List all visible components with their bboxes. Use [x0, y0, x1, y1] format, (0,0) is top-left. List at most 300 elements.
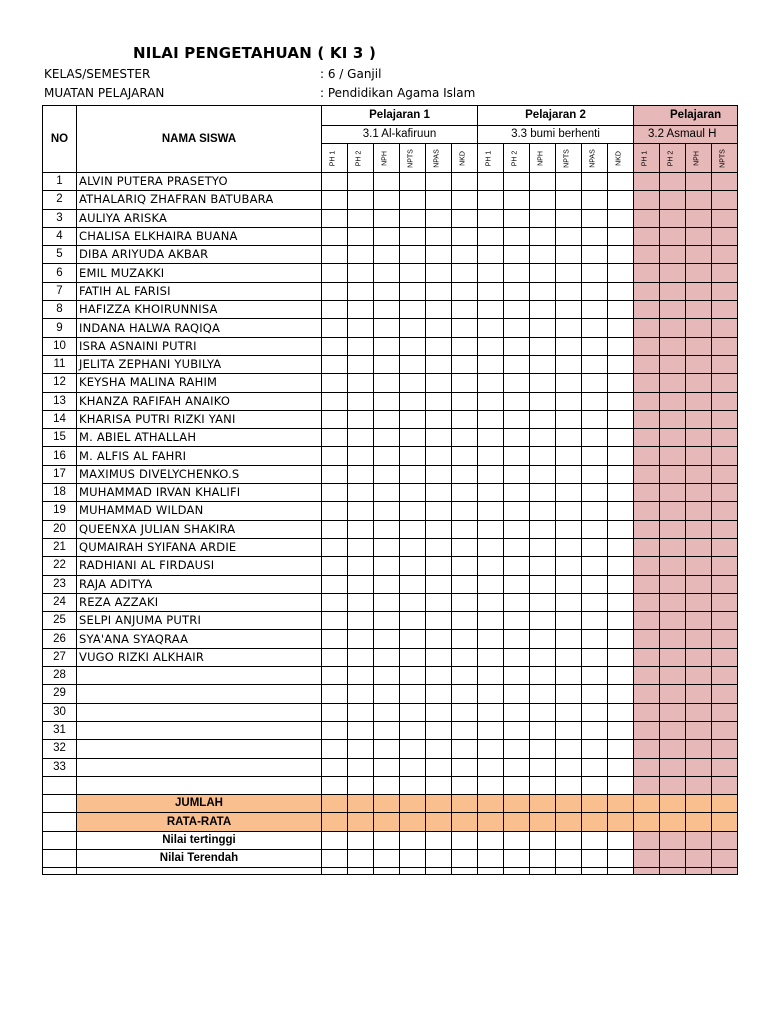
score-cell[interactable] [582, 557, 608, 575]
score-cell[interactable] [686, 575, 712, 593]
score-cell[interactable] [322, 813, 348, 831]
score-cell[interactable] [686, 209, 712, 227]
score-cell[interactable] [400, 410, 426, 428]
score-cell[interactable] [452, 429, 478, 447]
score-cell[interactable] [504, 593, 530, 611]
score-cell[interactable] [712, 173, 738, 191]
score-cell[interactable] [660, 612, 686, 630]
score-cell[interactable] [400, 392, 426, 410]
score-cell[interactable] [686, 264, 712, 282]
score-cell[interactable] [400, 776, 426, 794]
score-cell[interactable] [322, 868, 348, 875]
score-cell[interactable] [608, 173, 634, 191]
score-cell[interactable] [608, 410, 634, 428]
score-cell[interactable] [582, 740, 608, 758]
score-cell[interactable] [608, 337, 634, 355]
score-cell[interactable] [322, 282, 348, 300]
score-cell[interactable] [374, 520, 400, 538]
score-cell[interactable] [556, 813, 582, 831]
score-cell[interactable] [478, 538, 504, 556]
score-cell[interactable] [322, 465, 348, 483]
score-cell[interactable] [608, 612, 634, 630]
score-cell[interactable] [426, 630, 452, 648]
score-cell[interactable] [530, 374, 556, 392]
score-cell[interactable] [660, 429, 686, 447]
score-cell[interactable] [400, 282, 426, 300]
score-cell[interactable] [556, 465, 582, 483]
score-cell[interactable] [504, 795, 530, 813]
score-cell[interactable] [556, 538, 582, 556]
score-cell[interactable] [426, 557, 452, 575]
score-cell[interactable] [504, 703, 530, 721]
score-cell[interactable] [322, 593, 348, 611]
score-cell[interactable] [322, 667, 348, 685]
score-cell[interactable] [608, 776, 634, 794]
score-cell[interactable] [712, 538, 738, 556]
score-cell[interactable] [452, 575, 478, 593]
score-cell[interactable] [400, 264, 426, 282]
score-cell[interactable] [504, 868, 530, 875]
score-cell[interactable] [322, 484, 348, 502]
score-cell[interactable] [530, 465, 556, 483]
score-cell[interactable] [426, 575, 452, 593]
score-cell[interactable] [712, 282, 738, 300]
score-cell[interactable] [400, 447, 426, 465]
score-cell[interactable] [556, 557, 582, 575]
score-cell[interactable] [374, 502, 400, 520]
score-cell[interactable] [478, 173, 504, 191]
score-cell[interactable] [556, 648, 582, 666]
score-cell[interactable] [582, 337, 608, 355]
score-cell[interactable] [452, 795, 478, 813]
score-cell[interactable] [686, 191, 712, 209]
score-cell[interactable] [322, 246, 348, 264]
score-cell[interactable] [348, 667, 374, 685]
score-cell[interactable] [348, 685, 374, 703]
score-cell[interactable] [608, 447, 634, 465]
score-cell[interactable] [452, 191, 478, 209]
score-cell[interactable] [426, 173, 452, 191]
score-cell[interactable] [374, 246, 400, 264]
score-cell[interactable] [374, 630, 400, 648]
score-cell[interactable] [426, 612, 452, 630]
score-cell[interactable] [322, 849, 348, 867]
score-cell[interactable] [712, 831, 738, 849]
score-cell[interactable] [374, 465, 400, 483]
score-cell[interactable] [504, 227, 530, 245]
score-cell[interactable] [374, 648, 400, 666]
score-cell[interactable] [582, 575, 608, 593]
score-cell[interactable] [348, 264, 374, 282]
score-cell[interactable] [478, 831, 504, 849]
score-cell[interactable] [556, 758, 582, 776]
score-cell[interactable] [426, 227, 452, 245]
score-cell[interactable] [400, 173, 426, 191]
score-cell[interactable] [686, 392, 712, 410]
score-cell[interactable] [504, 502, 530, 520]
score-cell[interactable] [686, 447, 712, 465]
score-cell[interactable] [686, 831, 712, 849]
score-cell[interactable] [530, 776, 556, 794]
score-cell[interactable] [582, 173, 608, 191]
score-cell[interactable] [348, 484, 374, 502]
score-cell[interactable] [556, 282, 582, 300]
score-cell[interactable] [478, 410, 504, 428]
score-cell[interactable] [504, 319, 530, 337]
score-cell[interactable] [452, 502, 478, 520]
score-cell[interactable] [582, 520, 608, 538]
score-cell[interactable] [530, 868, 556, 875]
score-cell[interactable] [530, 502, 556, 520]
score-cell[interactable] [426, 374, 452, 392]
score-cell[interactable] [322, 173, 348, 191]
score-cell[interactable] [582, 374, 608, 392]
score-cell[interactable] [608, 465, 634, 483]
score-cell[interactable] [634, 502, 660, 520]
score-cell[interactable] [634, 685, 660, 703]
score-cell[interactable] [504, 575, 530, 593]
score-cell[interactable] [348, 374, 374, 392]
score-cell[interactable] [556, 593, 582, 611]
score-cell[interactable] [608, 758, 634, 776]
score-cell[interactable] [712, 520, 738, 538]
score-cell[interactable] [452, 849, 478, 867]
score-cell[interactable] [452, 721, 478, 739]
score-cell[interactable] [478, 484, 504, 502]
score-cell[interactable] [660, 813, 686, 831]
score-cell[interactable] [530, 282, 556, 300]
score-cell[interactable] [686, 355, 712, 373]
score-cell[interactable] [634, 538, 660, 556]
score-cell[interactable] [452, 447, 478, 465]
score-cell[interactable] [426, 264, 452, 282]
score-cell[interactable] [712, 868, 738, 875]
score-cell[interactable] [400, 227, 426, 245]
score-cell[interactable] [686, 301, 712, 319]
score-cell[interactable] [608, 484, 634, 502]
score-cell[interactable] [504, 246, 530, 264]
score-cell[interactable] [660, 868, 686, 875]
score-cell[interactable] [478, 557, 504, 575]
score-cell[interactable] [478, 520, 504, 538]
score-cell[interactable] [556, 868, 582, 875]
score-cell[interactable] [322, 685, 348, 703]
score-cell[interactable] [634, 173, 660, 191]
score-cell[interactable] [426, 191, 452, 209]
score-cell[interactable] [660, 758, 686, 776]
score-cell[interactable] [478, 630, 504, 648]
score-cell[interactable] [374, 410, 400, 428]
score-cell[interactable] [634, 282, 660, 300]
score-cell[interactable] [582, 429, 608, 447]
score-cell[interactable] [530, 173, 556, 191]
score-cell[interactable] [400, 795, 426, 813]
score-cell[interactable] [374, 593, 400, 611]
score-cell[interactable] [504, 484, 530, 502]
score-cell[interactable] [478, 721, 504, 739]
score-cell[interactable] [400, 740, 426, 758]
score-cell[interactable] [478, 813, 504, 831]
score-cell[interactable] [582, 484, 608, 502]
score-cell[interactable] [504, 355, 530, 373]
score-cell[interactable] [556, 209, 582, 227]
score-cell[interactable] [374, 282, 400, 300]
score-cell[interactable] [504, 538, 530, 556]
score-cell[interactable] [660, 392, 686, 410]
score-cell[interactable] [712, 447, 738, 465]
score-cell[interactable] [556, 319, 582, 337]
score-cell[interactable] [374, 227, 400, 245]
score-cell[interactable] [504, 173, 530, 191]
score-cell[interactable] [712, 612, 738, 630]
score-cell[interactable] [712, 392, 738, 410]
score-cell[interactable] [478, 447, 504, 465]
score-cell[interactable] [556, 374, 582, 392]
score-cell[interactable] [660, 191, 686, 209]
score-cell[interactable] [452, 301, 478, 319]
score-cell[interactable] [530, 538, 556, 556]
score-cell[interactable] [504, 301, 530, 319]
score-cell[interactable] [374, 319, 400, 337]
score-cell[interactable] [322, 374, 348, 392]
score-cell[interactable] [478, 776, 504, 794]
score-cell[interactable] [660, 703, 686, 721]
score-cell[interactable] [686, 520, 712, 538]
score-cell[interactable] [634, 630, 660, 648]
score-cell[interactable] [400, 374, 426, 392]
score-cell[interactable] [400, 319, 426, 337]
score-cell[interactable] [478, 392, 504, 410]
score-cell[interactable] [634, 301, 660, 319]
score-cell[interactable] [712, 246, 738, 264]
score-cell[interactable] [504, 465, 530, 483]
score-cell[interactable] [322, 831, 348, 849]
score-cell[interactable] [504, 648, 530, 666]
score-cell[interactable] [452, 758, 478, 776]
score-cell[interactable] [686, 630, 712, 648]
score-cell[interactable] [712, 593, 738, 611]
score-cell[interactable] [426, 849, 452, 867]
score-cell[interactable] [452, 703, 478, 721]
score-cell[interactable] [712, 410, 738, 428]
score-cell[interactable] [322, 209, 348, 227]
score-cell[interactable] [660, 282, 686, 300]
score-cell[interactable] [582, 465, 608, 483]
score-cell[interactable] [582, 392, 608, 410]
score-cell[interactable] [582, 703, 608, 721]
score-cell[interactable] [374, 355, 400, 373]
score-cell[interactable] [608, 374, 634, 392]
score-cell[interactable] [426, 831, 452, 849]
score-cell[interactable] [582, 685, 608, 703]
score-cell[interactable] [478, 685, 504, 703]
score-cell[interactable] [712, 667, 738, 685]
score-cell[interactable] [504, 282, 530, 300]
score-cell[interactable] [478, 849, 504, 867]
score-cell[interactable] [660, 593, 686, 611]
score-cell[interactable] [348, 776, 374, 794]
score-cell[interactable] [348, 849, 374, 867]
score-cell[interactable] [582, 758, 608, 776]
score-cell[interactable] [478, 355, 504, 373]
score-cell[interactable] [556, 795, 582, 813]
score-cell[interactable] [530, 813, 556, 831]
score-cell[interactable] [452, 612, 478, 630]
score-cell[interactable] [634, 758, 660, 776]
score-cell[interactable] [608, 502, 634, 520]
score-cell[interactable] [478, 667, 504, 685]
score-cell[interactable] [686, 795, 712, 813]
score-cell[interactable] [530, 667, 556, 685]
score-cell[interactable] [322, 227, 348, 245]
score-cell[interactable] [374, 484, 400, 502]
score-cell[interactable] [452, 484, 478, 502]
score-cell[interactable] [374, 538, 400, 556]
score-cell[interactable] [374, 557, 400, 575]
score-cell[interactable] [426, 758, 452, 776]
score-cell[interactable] [322, 612, 348, 630]
score-cell[interactable] [322, 301, 348, 319]
score-cell[interactable] [400, 209, 426, 227]
score-cell[interactable] [452, 740, 478, 758]
score-cell[interactable] [374, 575, 400, 593]
score-cell[interactable] [478, 301, 504, 319]
score-cell[interactable] [322, 557, 348, 575]
score-cell[interactable] [686, 703, 712, 721]
score-cell[interactable] [712, 227, 738, 245]
score-cell[interactable] [686, 593, 712, 611]
score-cell[interactable] [452, 392, 478, 410]
score-cell[interactable] [530, 520, 556, 538]
score-cell[interactable] [452, 538, 478, 556]
score-cell[interactable] [348, 502, 374, 520]
score-cell[interactable] [374, 795, 400, 813]
score-cell[interactable] [608, 831, 634, 849]
score-cell[interactable] [530, 429, 556, 447]
score-cell[interactable] [556, 502, 582, 520]
score-cell[interactable] [686, 429, 712, 447]
score-cell[interactable] [374, 667, 400, 685]
score-cell[interactable] [686, 667, 712, 685]
score-cell[interactable] [582, 831, 608, 849]
score-cell[interactable] [712, 685, 738, 703]
score-cell[interactable] [400, 813, 426, 831]
score-cell[interactable] [608, 849, 634, 867]
score-cell[interactable] [400, 648, 426, 666]
score-cell[interactable] [686, 685, 712, 703]
score-cell[interactable] [452, 374, 478, 392]
score-cell[interactable] [478, 703, 504, 721]
score-cell[interactable] [426, 465, 452, 483]
score-cell[interactable] [530, 191, 556, 209]
score-cell[interactable] [452, 282, 478, 300]
score-cell[interactable] [530, 740, 556, 758]
score-cell[interactable] [348, 795, 374, 813]
score-cell[interactable] [660, 465, 686, 483]
score-cell[interactable] [660, 776, 686, 794]
score-cell[interactable] [504, 758, 530, 776]
score-cell[interactable] [608, 246, 634, 264]
score-cell[interactable] [374, 209, 400, 227]
score-cell[interactable] [712, 429, 738, 447]
score-cell[interactable] [400, 246, 426, 264]
score-cell[interactable] [452, 593, 478, 611]
score-cell[interactable] [504, 849, 530, 867]
score-cell[interactable] [374, 703, 400, 721]
score-cell[interactable] [348, 410, 374, 428]
score-cell[interactable] [426, 447, 452, 465]
score-cell[interactable] [348, 630, 374, 648]
score-cell[interactable] [712, 484, 738, 502]
score-cell[interactable] [556, 246, 582, 264]
score-cell[interactable] [400, 465, 426, 483]
score-cell[interactable] [322, 410, 348, 428]
score-cell[interactable] [582, 191, 608, 209]
score-cell[interactable] [712, 502, 738, 520]
score-cell[interactable] [608, 593, 634, 611]
score-cell[interactable] [712, 776, 738, 794]
score-cell[interactable] [374, 392, 400, 410]
score-cell[interactable] [660, 319, 686, 337]
score-cell[interactable] [686, 337, 712, 355]
score-cell[interactable] [686, 374, 712, 392]
score-cell[interactable] [660, 209, 686, 227]
score-cell[interactable] [582, 502, 608, 520]
score-cell[interactable] [712, 630, 738, 648]
score-cell[interactable] [504, 429, 530, 447]
score-cell[interactable] [426, 246, 452, 264]
score-cell[interactable] [452, 319, 478, 337]
score-cell[interactable] [478, 740, 504, 758]
score-cell[interactable] [530, 685, 556, 703]
score-cell[interactable] [582, 630, 608, 648]
score-cell[interactable] [426, 813, 452, 831]
score-cell[interactable] [530, 575, 556, 593]
score-cell[interactable] [712, 648, 738, 666]
score-cell[interactable] [582, 355, 608, 373]
score-cell[interactable] [686, 740, 712, 758]
score-cell[interactable] [504, 667, 530, 685]
score-cell[interactable] [634, 575, 660, 593]
score-cell[interactable] [556, 227, 582, 245]
score-cell[interactable] [452, 410, 478, 428]
score-cell[interactable] [608, 355, 634, 373]
score-cell[interactable] [608, 667, 634, 685]
score-cell[interactable] [426, 301, 452, 319]
score-cell[interactable] [400, 355, 426, 373]
score-cell[interactable] [608, 301, 634, 319]
score-cell[interactable] [530, 758, 556, 776]
score-cell[interactable] [582, 813, 608, 831]
score-cell[interactable] [426, 410, 452, 428]
score-cell[interactable] [478, 575, 504, 593]
score-cell[interactable] [530, 721, 556, 739]
score-cell[interactable] [504, 630, 530, 648]
score-cell[interactable] [530, 246, 556, 264]
score-cell[interactable] [660, 538, 686, 556]
score-cell[interactable] [478, 191, 504, 209]
score-cell[interactable] [374, 758, 400, 776]
score-cell[interactable] [634, 484, 660, 502]
score-cell[interactable] [348, 813, 374, 831]
score-cell[interactable] [478, 429, 504, 447]
score-cell[interactable] [504, 685, 530, 703]
score-cell[interactable] [374, 264, 400, 282]
score-cell[interactable] [400, 703, 426, 721]
score-cell[interactable] [712, 557, 738, 575]
score-cell[interactable] [504, 520, 530, 538]
score-cell[interactable] [322, 776, 348, 794]
